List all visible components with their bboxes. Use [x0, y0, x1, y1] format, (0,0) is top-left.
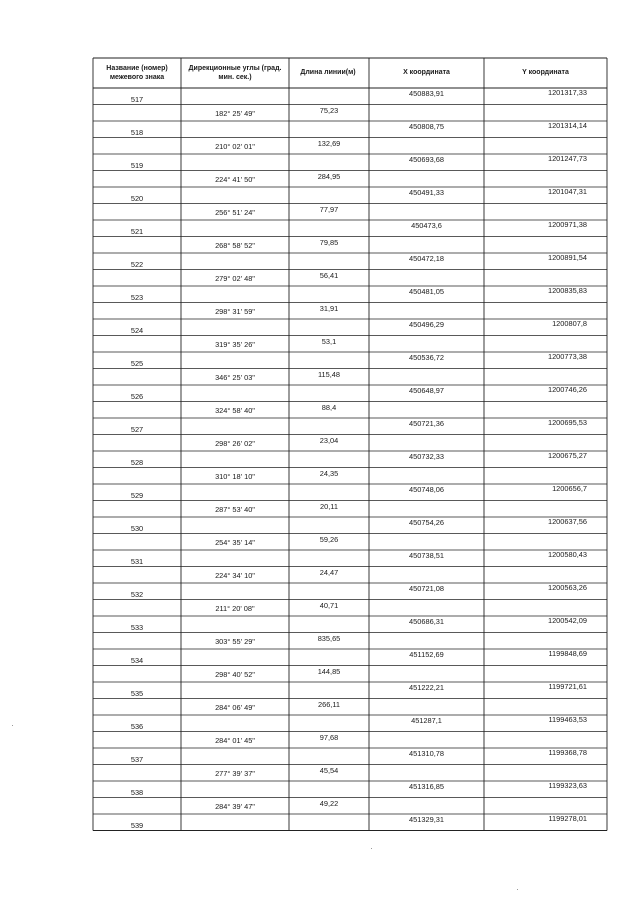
segment-length: 59,26	[319, 534, 339, 544]
point-name: 521	[130, 227, 144, 236]
segment-length: 31,91	[319, 303, 339, 313]
point-x: 451287,1	[411, 716, 442, 725]
segment-angle: 224° 41' 50"	[215, 174, 255, 184]
segment-angle: 346° 25' 03"	[215, 372, 255, 382]
point-y: 1200773,38	[547, 352, 587, 361]
point-y: 1199278,01	[548, 814, 587, 823]
segment-angle: 287° 53' 40"	[215, 504, 255, 514]
point-x: 450754,26	[409, 518, 444, 527]
point-name: 530	[130, 524, 144, 533]
point-y: 1200746,26	[547, 385, 587, 394]
point-name: 537	[130, 755, 144, 764]
point-name: 527	[130, 425, 144, 434]
point-name: 522	[130, 260, 144, 269]
point-y: 1200807,8	[552, 319, 587, 328]
point-y: 1201047,31	[547, 187, 587, 196]
scan-speck	[517, 889, 518, 890]
segment-length: 115,48	[317, 369, 341, 379]
point-x: 450693,68	[409, 155, 444, 164]
point-y: 1200891,54	[547, 253, 587, 262]
point-x: 450686,31	[409, 617, 444, 626]
point-name: 538	[130, 788, 144, 797]
point-name: 536	[130, 722, 144, 731]
point-name: 528	[130, 458, 144, 467]
point-x: 450748,06	[409, 485, 444, 494]
point-y: 1200580,43	[547, 550, 587, 559]
segment-length: 20,11	[320, 501, 338, 511]
segment-length: 97,68	[319, 732, 339, 742]
segment-length: 56,41	[319, 270, 339, 280]
point-y: 1201314,14	[547, 121, 587, 130]
segment-length: 79,85	[319, 237, 339, 247]
segment-angle: 211° 20' 08"	[215, 603, 255, 613]
segment-angle: 298° 40' 52"	[215, 669, 255, 679]
segment-length: 835,65	[317, 633, 341, 643]
point-y: 1199463,53	[548, 715, 587, 724]
point-name: 518	[130, 128, 144, 137]
scan-speck	[371, 848, 372, 849]
segment-angle: 284° 39' 47"	[215, 801, 255, 811]
segment-length: 75,23	[319, 105, 339, 115]
point-name: 535	[130, 689, 144, 698]
point-name: 517	[130, 95, 144, 104]
point-y: 1199368,78	[548, 748, 587, 757]
point-x: 450738,51	[409, 551, 444, 560]
segment-angle: 324° 58' 40"	[215, 405, 255, 415]
segment-angle: 303° 55' 29"	[215, 636, 255, 646]
segment-length: 24,47	[319, 567, 339, 577]
point-y: 1199721,61	[548, 682, 587, 691]
segment-length: 53,1	[321, 336, 337, 346]
segment-angle: 277° 39' 37"	[215, 768, 255, 778]
point-name: 526	[130, 392, 144, 401]
segment-length: 77,97	[319, 204, 339, 214]
point-name: 524	[130, 326, 144, 335]
point-x: 450883,91	[409, 89, 444, 98]
segment-length: 49,22	[319, 798, 339, 808]
point-x: 450721,36	[409, 419, 444, 428]
point-y: 1199323,63	[548, 781, 587, 790]
segment-length: 132,69	[317, 138, 341, 148]
point-name: 519	[130, 161, 144, 170]
segment-length: 40,71	[319, 600, 339, 610]
segment-angle: 256° 51' 24"	[215, 207, 255, 217]
point-y: 1200835,83	[547, 286, 587, 295]
point-x: 450721,08	[409, 584, 444, 593]
point-x: 450473,6	[411, 221, 442, 230]
segment-length: 24,35	[319, 468, 339, 478]
segment-length: 45,54	[319, 765, 339, 775]
header-point-name: Название (номер) межевого знака	[106, 65, 168, 81]
point-x: 451316,85	[409, 782, 444, 791]
point-x: 451329,31	[409, 815, 444, 824]
segment-angle: 319° 35' 26"	[215, 339, 255, 349]
point-y: 1201317,33	[547, 88, 587, 97]
header-x-coordinate: X координата	[403, 69, 450, 76]
segment-angle: 279° 02' 48"	[215, 273, 255, 283]
point-x: 450496,29	[409, 320, 444, 329]
point-name: 523	[130, 293, 144, 302]
point-x: 450732,33	[409, 452, 444, 461]
segment-angle: 224° 34' 10"	[215, 570, 255, 580]
point-y: 1200971,38	[547, 220, 587, 229]
segment-angle: 268° 58' 52"	[215, 240, 255, 250]
segment-angle: 298° 26' 02"	[215, 438, 255, 448]
scan-speck	[12, 725, 13, 726]
point-y: 1200675,27	[547, 451, 587, 460]
segment-angle: 310° 18' 10"	[215, 471, 255, 481]
point-x: 450481,05	[409, 287, 444, 296]
point-y: 1200656,7	[552, 484, 587, 493]
segment-angle: 284° 01' 45"	[215, 735, 255, 745]
segment-angle: 254° 35' 14"	[215, 537, 255, 547]
point-y: 1199848,69	[548, 649, 587, 658]
segment-angle: 284° 06' 49"	[215, 702, 255, 712]
point-name: 532	[130, 590, 144, 599]
segment-length: 88,4	[321, 402, 337, 412]
point-x: 451310,78	[409, 749, 444, 758]
segment-angle: 298° 31' 59"	[215, 306, 255, 316]
point-x: 451222,21	[409, 683, 444, 692]
segment-length: 284,95	[317, 171, 341, 181]
segment-angle: 182° 25' 49"	[215, 108, 255, 118]
header-direction-angle: Дирекционные углы (град. мин. сек.)	[188, 65, 282, 81]
segment-length: 23,04	[319, 435, 339, 445]
point-y: 1200695,53	[547, 418, 587, 427]
point-name: 531	[130, 557, 144, 566]
point-x: 450472,18	[409, 254, 444, 263]
point-name: 529	[130, 491, 144, 500]
point-x: 450491,33	[409, 188, 444, 197]
point-name: 539	[130, 821, 144, 830]
header-line-length: Длина линии(м)	[300, 69, 356, 76]
point-y: 1200637,56	[547, 517, 587, 526]
point-x: 450808,75	[409, 122, 444, 131]
segment-angle: 210° 02' 01"	[215, 141, 255, 151]
point-x: 450536,72	[409, 353, 444, 362]
header-y-coordinate: Y координата	[522, 69, 569, 76]
point-name: 520	[130, 194, 144, 203]
point-x: 451152,69	[409, 650, 444, 659]
point-name: 534	[130, 656, 144, 665]
point-y: 1200563,26	[547, 583, 587, 592]
point-y: 1201247,73	[547, 154, 587, 163]
coordinates-table	[93, 58, 607, 829]
point-name: 533	[130, 623, 144, 632]
point-y: 1200542,09	[547, 616, 587, 625]
segment-length: 266,11	[317, 699, 341, 709]
point-name: 525	[130, 359, 144, 368]
segment-length: 144,85	[317, 666, 341, 676]
point-x: 450648,97	[409, 386, 444, 395]
